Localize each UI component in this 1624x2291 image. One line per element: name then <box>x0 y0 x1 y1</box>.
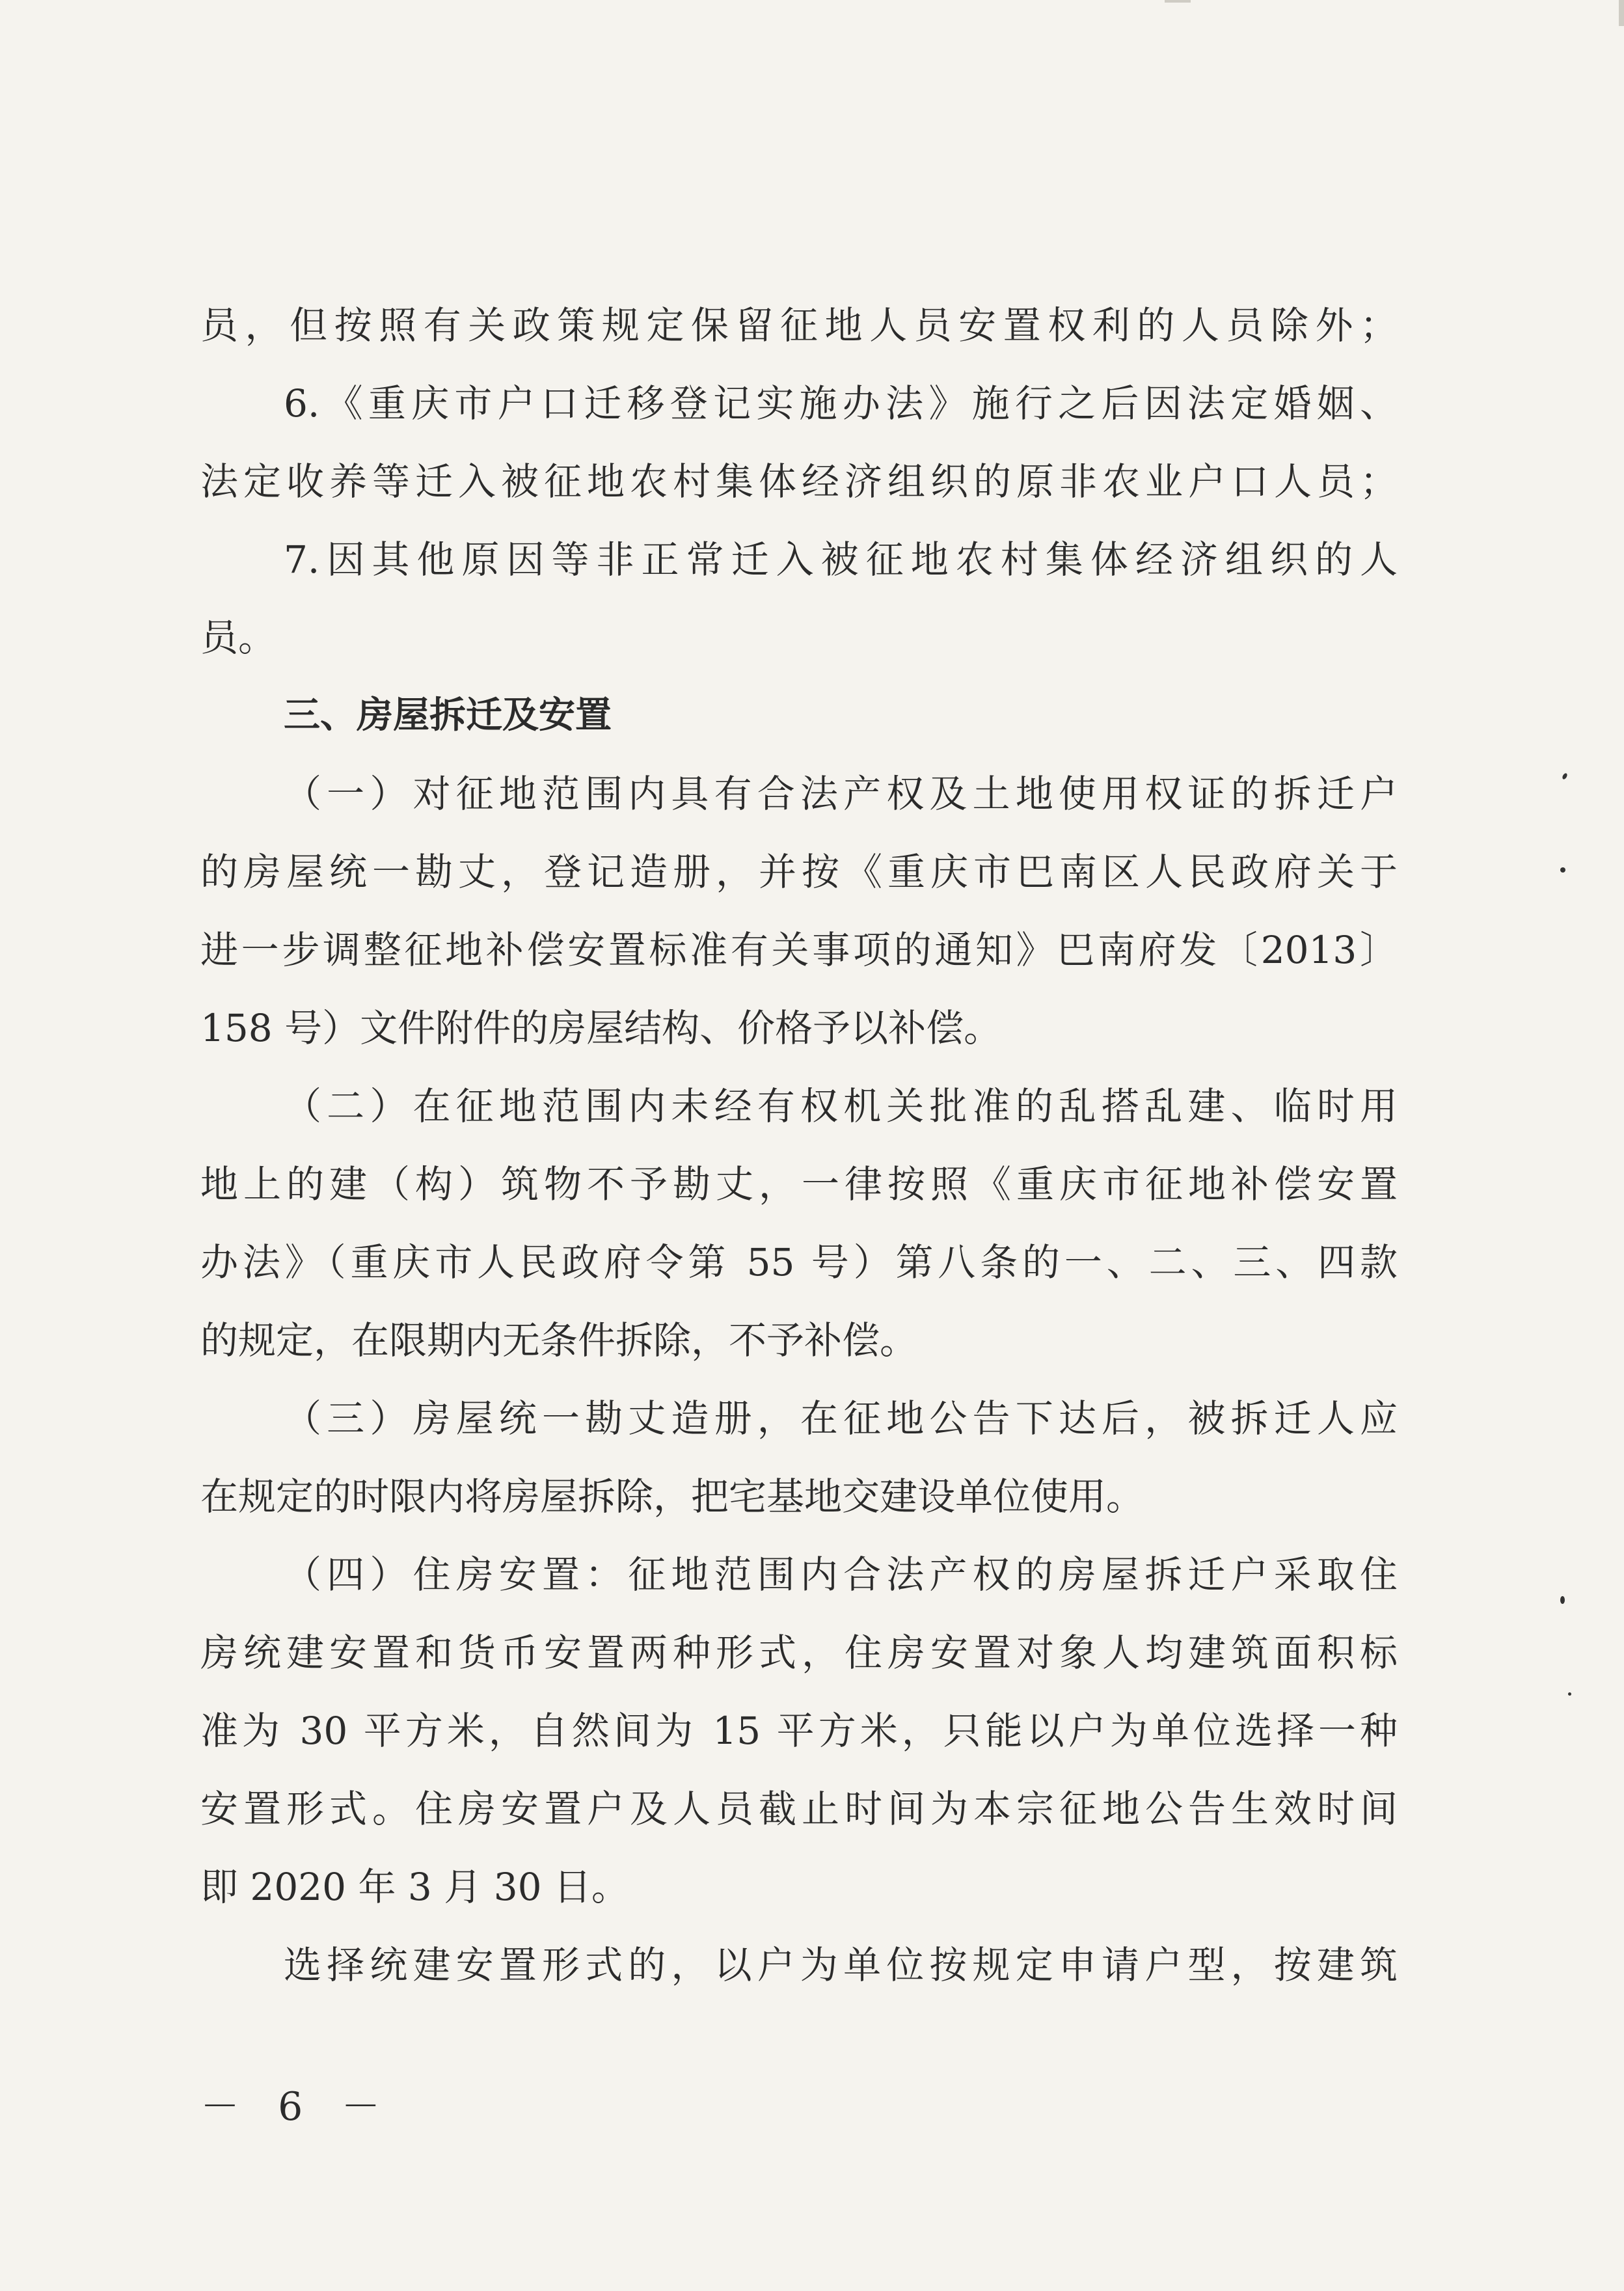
text-line: 安置形式。住房安置户及人员截止时间为本宗征地公告生效时间 <box>200 1787 1398 1831</box>
scan-speck <box>1562 772 1568 780</box>
text-line: （一）对征地范围内具有合法产权及土地使用权证的拆迁户 <box>284 772 1398 816</box>
text-line: 员，但按照有关政策规定保留征地人员安置权利的人员除外； <box>200 303 1398 347</box>
text-line: 的规定，在限期内无条件拆除，不予补偿。 <box>200 1318 918 1362</box>
scan-speck <box>1560 867 1565 873</box>
text-line: 法定收养等迁入被征地农村集体经济组织的原非农业户口人员； <box>200 459 1398 504</box>
scan-speck <box>1568 1692 1571 1696</box>
text-line: 6.《重庆市户口迁移登记实施办法》施行之后因法定婚姻、 <box>284 381 1398 426</box>
scan-edge-mark <box>1619 0 1624 26</box>
text-line: 准为 30 平方米，自然间为 15 平方米，只能以户为单位选择一种 <box>200 1709 1398 1753</box>
text-line: （四）住房安置：征地范围内合法产权的房屋拆迁户采取住 <box>284 1552 1398 1597</box>
text-line: （三）房屋统一勘丈造册，在征地公告下达后，被拆迁人应 <box>284 1396 1398 1441</box>
text-line: 房统建安置和货币安置两种形式，住房安置对象人均建筑面积标 <box>200 1631 1398 1675</box>
text-line: 员。 <box>200 616 277 660</box>
text-line: 在规定的时限内将房屋拆除，把宅基地交建设单位使用。 <box>200 1474 1144 1519</box>
text-line: 地上的建（构）筑物不予勘丈，一律按照《重庆市征地补偿安置 <box>200 1162 1398 1206</box>
text-line: 7.因其他原因等非正常迁入被征地农村集体经济组织的人 <box>284 537 1398 582</box>
text-line: 158 号）文件附件的房屋结构、价格予以补偿。 <box>200 1006 1002 1050</box>
text-line: 进一步调整征地补偿安置标准有关事项的通知》巴南府发〔2013〕 <box>200 928 1398 972</box>
text-line: 即 2020 年 3 月 30 日。 <box>200 1865 629 1909</box>
section-heading: 三、房屋拆迁及安置 <box>284 694 612 737</box>
document-body <box>200 286 1398 2004</box>
text-line: 办法》（重庆市人民政府令第 55 号）第八条的一、二、三、四款 <box>200 1240 1398 1284</box>
scan-speck <box>1560 1596 1565 1604</box>
page-number: － 6 － <box>200 2084 394 2130</box>
text-line: 选择统建安置形式的，以户为单位按规定申请户型，按建筑 <box>284 1943 1398 1987</box>
text-line: 的房屋统一勘丈，登记造册，并按《重庆市巴南区人民政府关于 <box>200 850 1398 894</box>
text-line: （二）在征地范围内未经有权机关批准的乱搭乱建、临时用 <box>284 1084 1398 1128</box>
scan-edge-mark <box>1165 0 1191 3</box>
